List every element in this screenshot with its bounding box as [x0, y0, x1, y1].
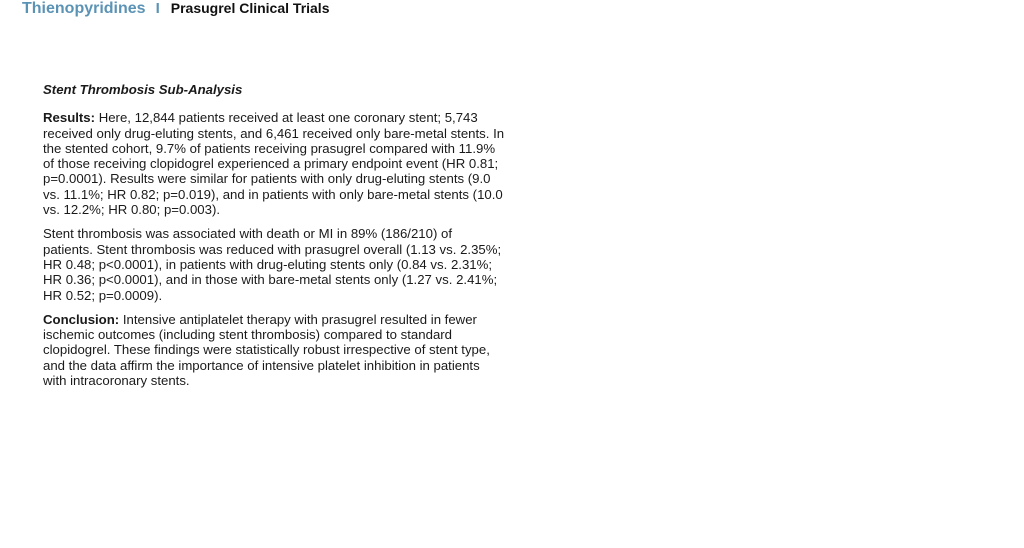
- header-separator: I: [155, 0, 160, 17]
- slide-body: [43, 82, 505, 397]
- slide-header: [22, 0, 330, 20]
- conclusion-label: Conclusion:: [43, 311, 120, 327]
- stent-thrombosis-text: Stent thrombosis was associated with death or MI in 89% (186/210) of patients. Stent thrombosis was reduced with prasugrel overall (1.13 vs. 2.35%; HR 0.48; p<0.0001), in patients with drug-eluting stents only (0.84 vs. 2.31%; HR 0.36; p<0.0001), and in those with bare-metal stents only (1.27 vs. 2.41%; HR 0.52; p=0.0009).: [43, 226, 502, 303]
- slide-title: Prasugrel Clinical Trials: [170, 0, 330, 16]
- results-text: Here, 12,844 patients received at least one coronary stent; 5,743 received only drug-eluting stents, and 6,461 received only bare-metal stents. In the stented cohort, 9.7% of patients receiving prasugrel compared with 11.9% of those receiving clopidogrel experienced a primary endpoint event (HR 0.81; p=0.0001). Results were similar for patients with only drug-eluting stents (9.0 vs. 11.1%; HR 0.82; p=0.019), and in patients with only bare-metal stents (10.0 vs. 12.2%; HR 0.80; p=0.003).: [43, 110, 505, 218]
- stent-thrombosis-paragraph: [43, 226, 505, 302]
- subsection-title: Stent Thrombosis Sub-Analysis: [43, 82, 243, 97]
- results-paragraph: [43, 110, 505, 217]
- section-title: Thienopyridines: [22, 0, 146, 17]
- results-label: Results:: [43, 110, 96, 126]
- conclusion-text: Intensive antiplatelet therapy with prasugrel resulted in fewer ischemic outcomes (including stent thrombosis) compared to standard clopidogrel. These findings were statistically robust irrespective of stent type, and the data affirm the importance of intensive platelet inhibition in patients with intracoronary stents.: [43, 311, 490, 389]
- conclusion-paragraph: [43, 312, 505, 388]
